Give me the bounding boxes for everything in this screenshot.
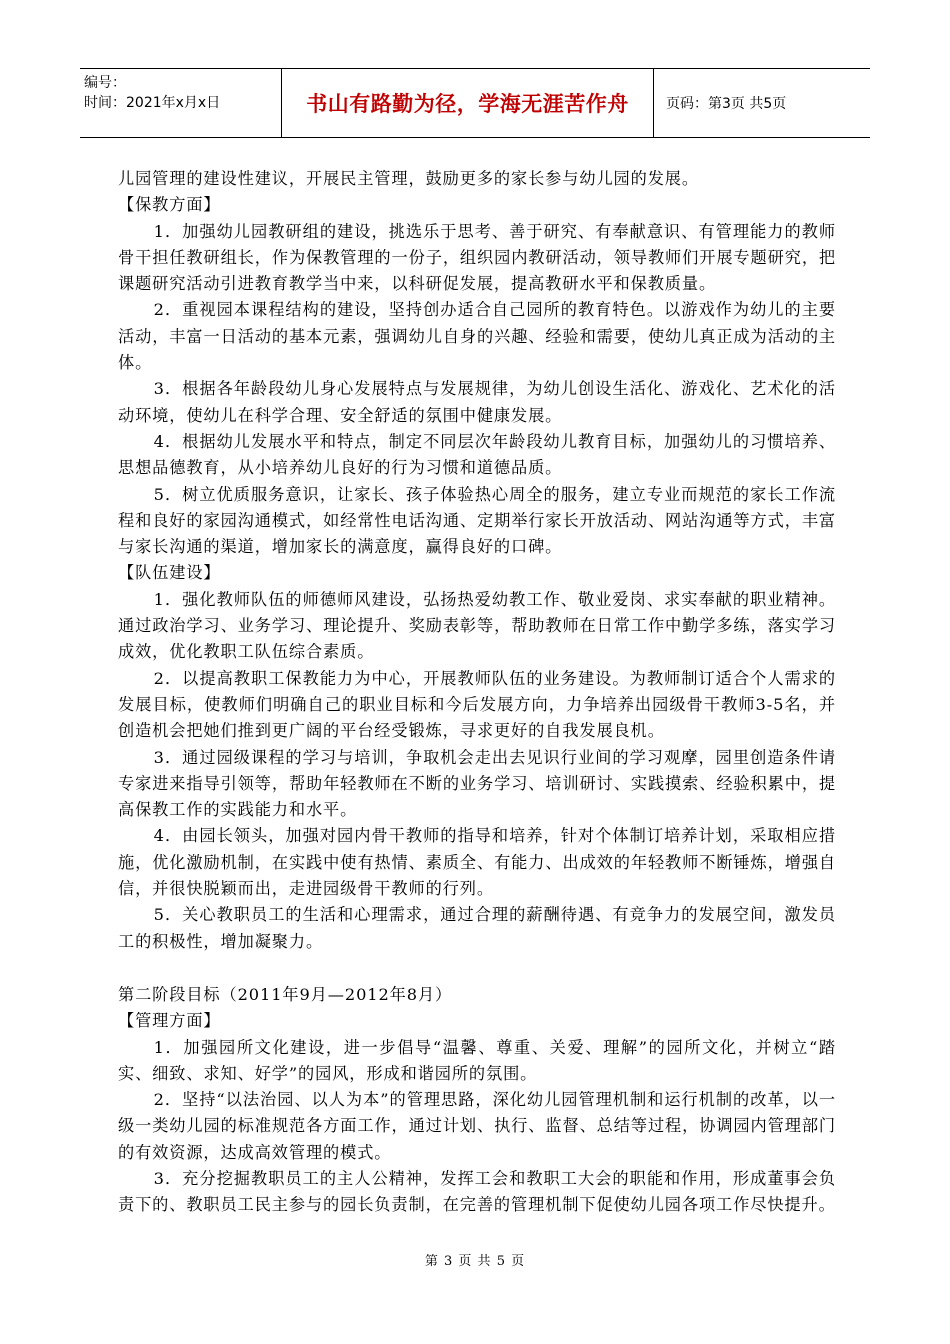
- section-heading-guanli: 【管理方面】: [118, 1011, 221, 1031]
- paragraph: 2．重视园本课程结构的建设，坚持创办适合自己园所的教育特色。以游戏作为幼儿的主要活动，丰富一日活动的基本元素，强调幼儿自身的兴趣、经验和需要，使幼儿真正成为活动的主体。: [118, 300, 836, 373]
- paragraph: 5．关心教职员工的生活和心理需求，通过合理的薪酬待遇、有竞争力的发展空间，激发员工的积极性，增加凝聚力。: [118, 905, 836, 951]
- spacer: [118, 955, 836, 982]
- paragraph: 1．加强园所文化建设，进一步倡导“温馨、尊重、关爱、理解”的园所文化，并树立“踏实、细致、求知、好学”的园风，形成和谐园所的氛围。: [118, 1037, 836, 1083]
- paragraph: 1．加强幼儿园教研组的建设，挑选乐于思考、善于研究、有奉献意识、有管理能力的教师骨干担任教研组长，作为保教管理的一份子，组织园内教研活动，领导教师们开展专题研究，把课题研究活动引进教育教学当中来，以科研促发展，提高教研水平和保教质量。: [118, 221, 836, 294]
- paragraph: 2．坚持“以法治园、以人为本”的管理思路，深化幼儿园管理机制和运行机制的改革，以一级一类幼儿园的标准规范各方面工作，通过计划、执行、监督、总结等过程，协调园内管理部门的有效资源，达成高效管理的模式。: [118, 1090, 836, 1162]
- date-label: 时间：2021年x月x日: [84, 95, 221, 111]
- section-heading-baojiao: 【保教方面】: [118, 195, 221, 215]
- document-body: [118, 166, 836, 1219]
- paragraph: 3．充分挖掘教职员工的主人公精神，发挥工会和教职工大会的职能和作用，形成董事会负责下的、教职员工民主参与的园长负责制，在完善的管理机制下促使幼儿园各项工作尽快提升。: [118, 1168, 836, 1215]
- serial-number-label: 编号：: [84, 75, 126, 91]
- header-motto: 书山有路勤为径，学海无涯苦作舟: [282, 69, 654, 137]
- paragraph: 3．根据各年龄段幼儿身心发展特点与发展规律，为幼儿创设生活化、游戏化、艺术化的活动环境，使幼儿在科学合理、安全舒适的氛围中健康发展。: [118, 379, 836, 425]
- paragraph: 1．强化教师队伍的师德师风建设，弘扬热爱幼教工作、敬业爱岗、求实奉献的职业精神。通过政治学习、业务学习、理论提升、奖励表彰等，帮助教师在日常工作中勤学多练，落实学习成效，优化教职工队伍综合素质。: [118, 589, 836, 662]
- paragraph: 3．通过园级课程的学习与培训，争取机会走出去见识行业间的学习观摩，园里创造条件请专家进来指导引领等，帮助年轻教师在不断的业务学习、培训研讨、实践摸索、经验积累中，提高保教工作的实践能力和水平。: [118, 747, 836, 820]
- paragraph: 4．由园长领头，加强对园内骨干教师的指导和培养，针对个体制订培养计划，采取相应措施，优化激励机制，在实践中使有热情、素质全、有能力、出成效的年轻教师不断锤炼，增强自信，并很快脱颖而出，走进园级骨干教师的行列。: [118, 826, 836, 899]
- paragraph: 2．以提高教职工保教能力为中心，开展教师队伍的业务建设。为教师制订适合个人需求的发展目标，使教师们明确自己的职业目标和今后发展方向，力争培养出园级骨干教师3-5名，并创造机会把她们推到更广阔的平台经受锻炼，寻求更好的自我发展良机。: [118, 668, 836, 741]
- document-header: [80, 68, 870, 138]
- section-heading-duiwu: 【队伍建设】: [118, 563, 221, 583]
- stage-heading: 第二阶段目标（2011年9月—2012年8月）: [118, 984, 453, 1004]
- paragraph: 儿园管理的建设性建议，开展民主管理，鼓励更多的家长参与幼儿园的发展。: [118, 169, 699, 188]
- header-meta: [80, 69, 282, 137]
- header-page-number: 页码：第3页 共5页: [666, 96, 787, 112]
- page-footer: 第 3 页 共 5 页: [424, 1254, 526, 1269]
- paragraph: 4．根据幼儿发展水平和特点，制定不同层次年龄段幼儿教育目标，加强幼儿的习惯培养、思想品德教育，从小培养幼儿良好的行为习惯和道德品质。: [118, 431, 836, 478]
- paragraph: 5．树立优质服务意识，让家长、孩子体验热心周全的服务，建立专业而规范的家长工作流程和良好的家园沟通模式，如经常性电话沟通、定期举行家长开放活动、网站沟通等方式，丰富与家长沟通的渠道，增加家长的满意度，赢得良好的口碑。: [118, 484, 836, 557]
